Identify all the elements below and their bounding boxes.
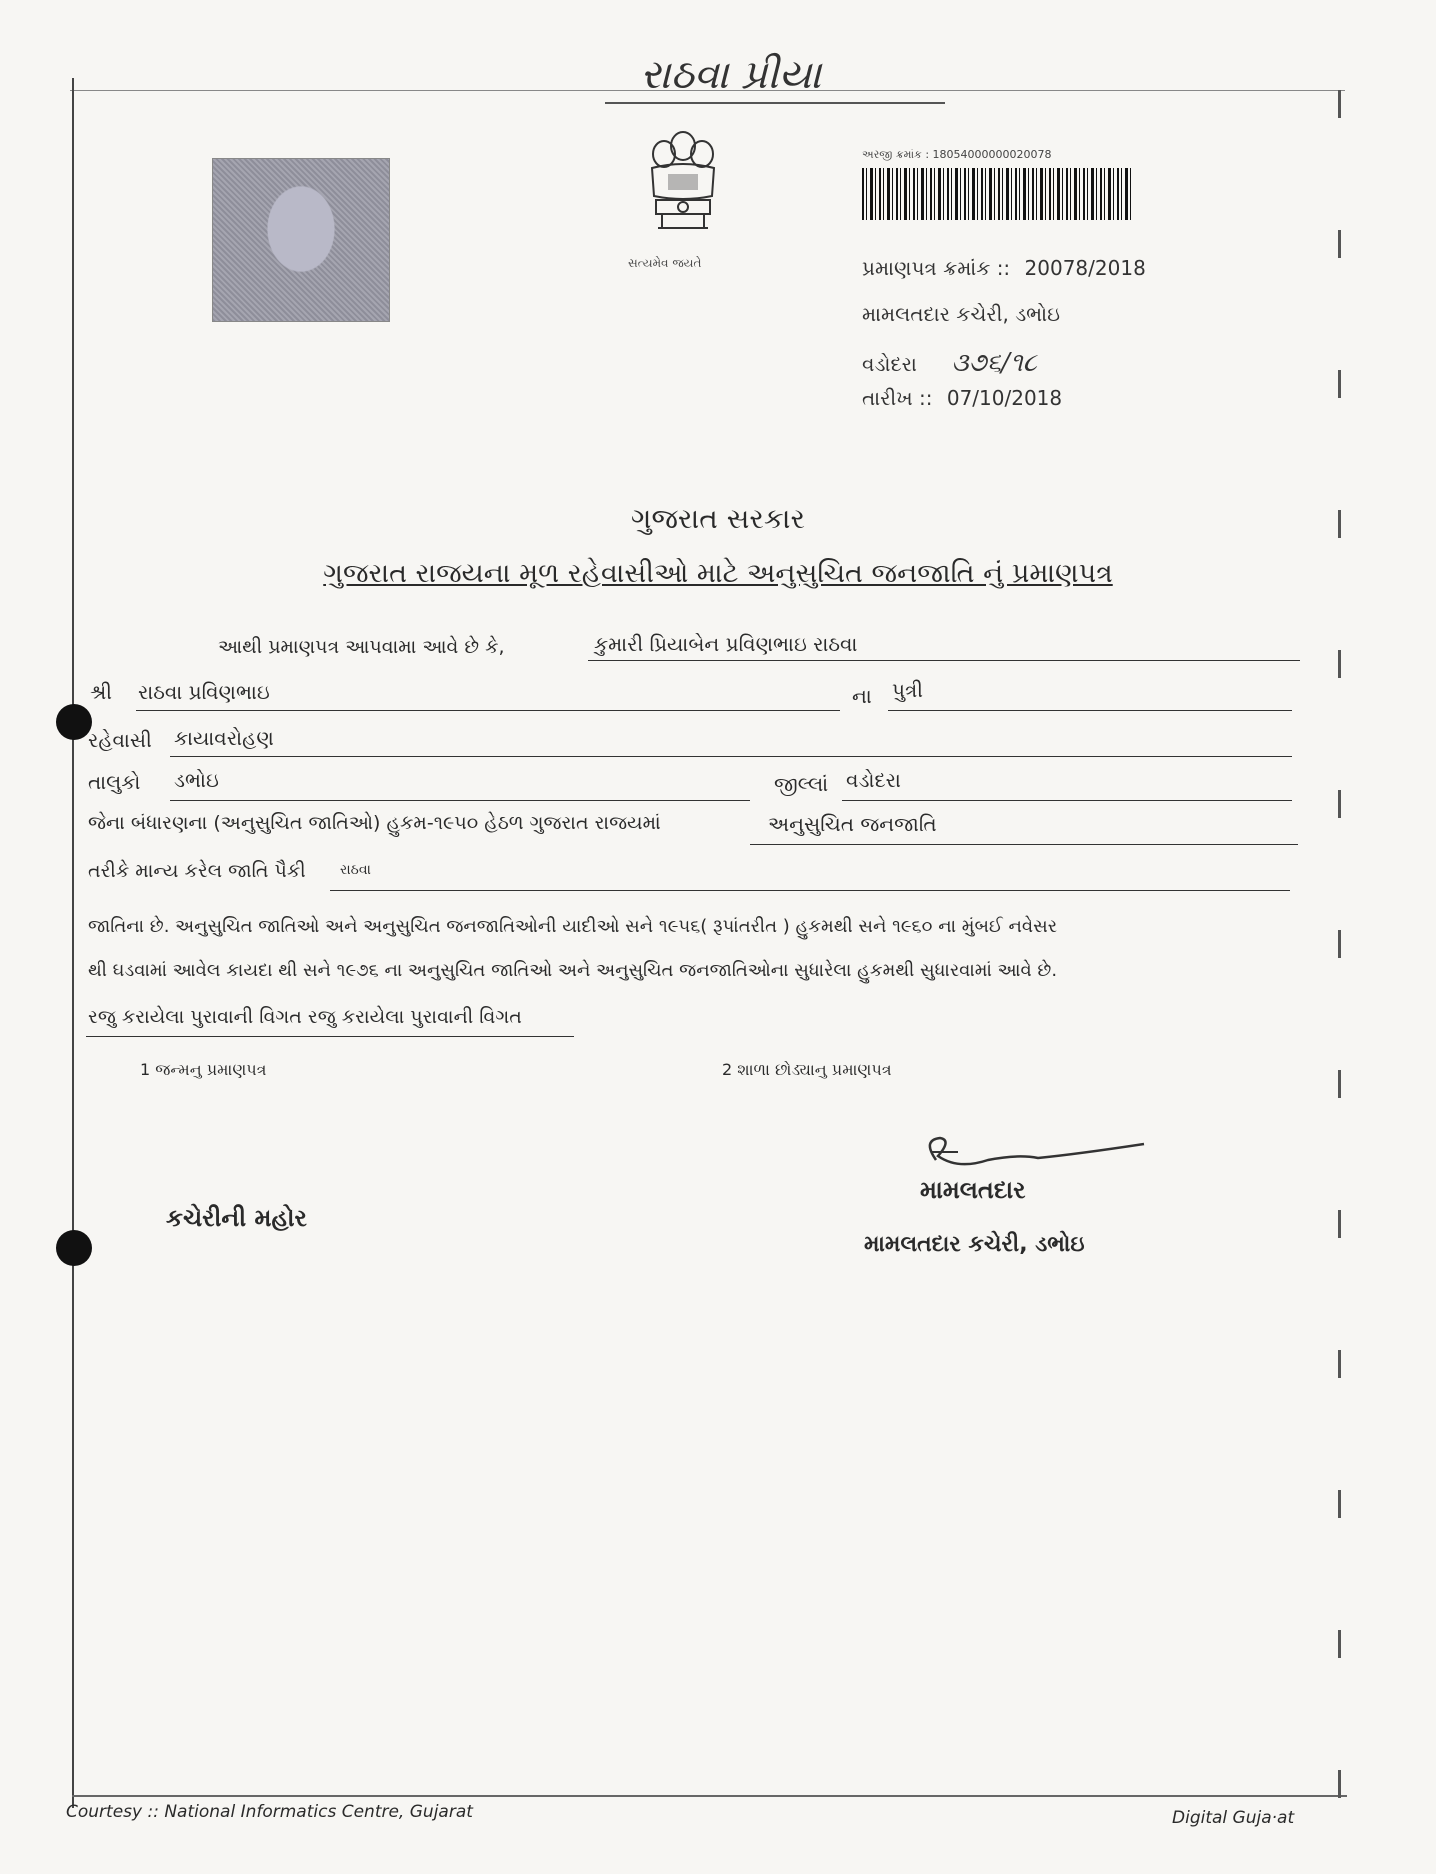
- page-right-edge-marks: [1338, 90, 1341, 1840]
- date-label: તારીખ ::: [862, 386, 933, 410]
- national-emblem-icon: [632, 124, 734, 254]
- header-underline: [605, 102, 945, 104]
- evidence-item-2: 2 શાળા છોડ્યાનુ પ્રમાણપત્ર: [722, 1060, 892, 1079]
- taluka-underline: [170, 800, 750, 801]
- application-number: અરજી ક્રમાંક : 18054000000020078: [862, 148, 1052, 161]
- certificate-number-row: [862, 256, 1146, 280]
- handwritten-header: રાઠવા પ્રીયા: [640, 52, 822, 98]
- issue-date: 07/10/2018: [946, 386, 1063, 410]
- applicant-name: કુમારી પ્રિયાબેન પ્રવિણભાઇ રાઠવા: [594, 632, 858, 656]
- name-underline: [588, 660, 1300, 661]
- district-underline: [842, 800, 1292, 801]
- district: વડોદરા: [846, 768, 901, 792]
- applicant-photo: [212, 158, 390, 322]
- na-label: ના: [852, 684, 872, 708]
- signatory-title: મામલતદાર: [920, 1176, 1026, 1204]
- resident-label: રહેવાસી: [88, 728, 152, 752]
- city: વડોદરા: [862, 352, 917, 376]
- signatory-office: મામલતદાર કચેરી, ડભોઇ: [864, 1232, 1085, 1257]
- certificate-number: 20078/2018: [1024, 256, 1146, 280]
- caste-underline: [330, 890, 1290, 891]
- evidence-item-1: 1 જન્મનુ પ્રમાણપત્ર: [140, 1060, 267, 1079]
- father-name: રાઠવા પ્રવિણભાઇ: [138, 680, 270, 704]
- office-seal-label: કચેરીની મહોર: [166, 1204, 307, 1232]
- shri-label: શ્રી: [90, 680, 113, 704]
- page-left-border: [72, 78, 74, 1808]
- signature-mark: [918, 1130, 1148, 1180]
- resident-village: કાયાવરોહણ: [174, 726, 274, 750]
- punch-hole-bottom: [56, 1230, 92, 1266]
- father-underline: [136, 710, 840, 711]
- paragraph-line-2: થી ઘડવામાં આવેલ કાયદા થી સને ૧૯૭૬ ના અનુસુચિત જાતિઓ અને અનુસુચિત જનજાતિઓના સુધારેલા હુકમથી સુધારવામાં આવે છે.: [88, 960, 1058, 981]
- emblem-caption: સત્યમેવ જયતે: [628, 256, 702, 270]
- relation-underline: [888, 710, 1292, 711]
- handwritten-reference: ૩૭૬/૧૮: [951, 348, 1037, 378]
- evidence-underline: [86, 1036, 574, 1037]
- recognized-label: તરીકે માન્ય કરેલ જાતિ પૈકી: [88, 860, 306, 882]
- page-bottom-border: [72, 1795, 1347, 1797]
- certificate-number-label: પ્રમાણપત્ર ક્રમાંક ::: [862, 256, 1011, 280]
- city-row: [862, 348, 1037, 379]
- resident-underline: [170, 756, 1292, 757]
- evidence-heading: રજુ કરાયેલા પુરાવાની વિગત રજુ કરાયેલા પુરાવાની વિગત: [88, 1006, 522, 1028]
- order-text: જેના બંધારણના (અનુસુચિત જાતિઓ) હુકમ-૧૯૫૦ હેઠળ ગુજરાત રાજયમાં: [88, 812, 661, 834]
- relation: પુત્રી: [892, 678, 923, 702]
- certificate-title: ગુજરાત રાજયના મૂળ રહેવાસીઓ માટે અનુસુચિત જનજાતિ નું પ્રમાણપત્ર: [323, 558, 1113, 589]
- category: અનુસુચિત જનજાતિ: [768, 812, 937, 836]
- date-row: [862, 386, 1062, 410]
- government-heading: ગુજરાત સરકાર: [631, 502, 805, 535]
- category-underline: [750, 844, 1298, 845]
- taluka-label: તાલુકો: [88, 770, 141, 794]
- paragraph-line-1: જાતિના છે. અનુસુચિત જાતિઓ અને અનુસુચિત જનજાતિઓની યાદીઓ સને ૧૯૫૬( રૂપાંતરીત ) હુકમથી સને ૧૯૬૦ ના મુંબઈ નવેસર: [88, 916, 1058, 937]
- caste: રાઠવા: [340, 862, 371, 878]
- intro-text: આથી પ્રમાણપત્ર આપવામા આવે છે કે,: [218, 636, 505, 658]
- digital-gujarat-footer: Digital Guja·at: [1172, 1808, 1295, 1828]
- courtesy-footer: Courtesy :: National Informatics Centre, Gujarat: [66, 1802, 473, 1822]
- office-name: મામલતદાર કચેરી, ડભોઇ: [862, 302, 1061, 326]
- taluka: ડભોઇ: [174, 768, 219, 792]
- district-label: જીલ્લાં: [774, 772, 829, 796]
- punch-hole-top: [56, 704, 92, 740]
- barcode: [862, 168, 1134, 220]
